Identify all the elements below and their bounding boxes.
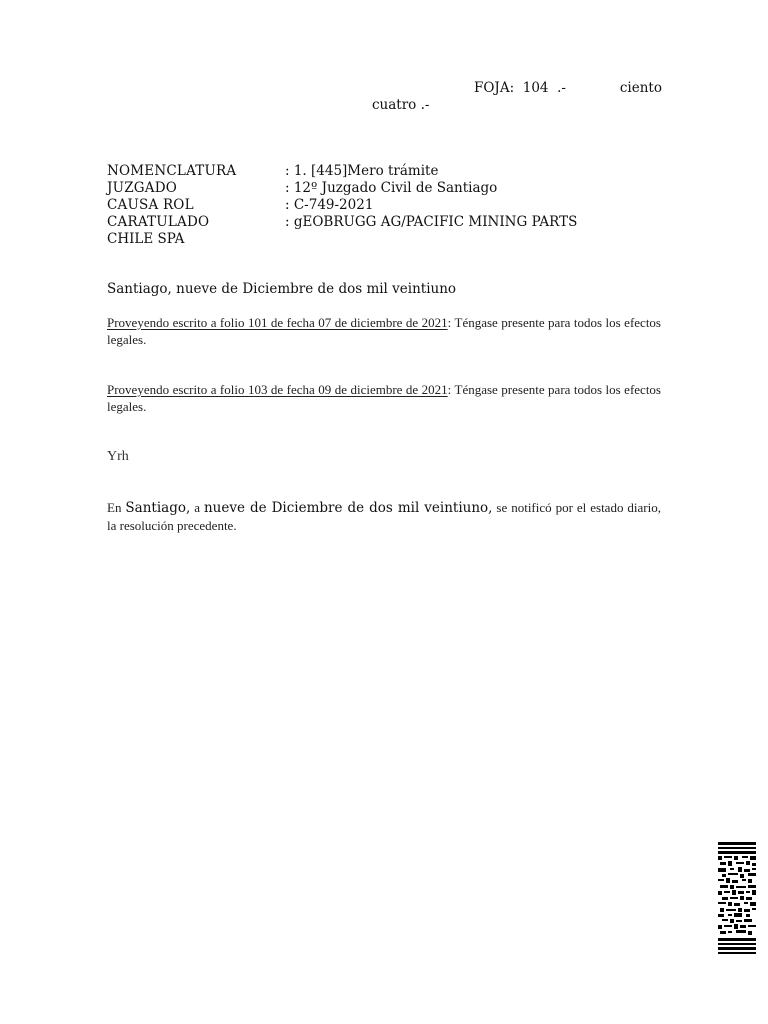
notification-paragraph <box>107 499 661 534</box>
folio-reference: Proveyendo escrito a folio 103 de fecha 09 de diciembre de 2021 <box>107 382 448 397</box>
folio-reference: Proveyendo escrito a folio 101 de fecha 07 de diciembre de 2021 <box>107 315 448 330</box>
foja-label: FOJA: <box>474 80 515 96</box>
meta-value: : 1. [445]Mero trámite <box>285 163 439 179</box>
meta-key: CARATULADO <box>107 214 210 230</box>
paragraph-text: : Téngase presente para todos los efectos legales. <box>107 382 661 414</box>
meta-value: : gEOBRUGG AG/PACIFIC MINING PARTS <box>285 214 578 230</box>
meta-row-caratulado <box>107 214 667 231</box>
datamatrix-code-icon <box>718 842 756 954</box>
meta-key: NOMENCLATURA <box>107 163 237 179</box>
meta-row-juzgado <box>107 180 667 197</box>
foja-header <box>372 80 662 114</box>
paragraph-text: : Téngase presente para todos los efectos legales. <box>107 315 661 347</box>
foja-words-1: ciento <box>619 80 662 96</box>
foja-suffix: .- <box>557 80 566 96</box>
meta-key: JUZGADO <box>107 180 177 196</box>
foja-words-2: cuatro .- <box>372 97 430 113</box>
case-metadata <box>107 163 667 248</box>
notification-date: nueve de Diciembre de dos mil veintiuno, <box>203 500 493 516</box>
foja-number: 104 <box>522 80 549 96</box>
meta-key: CAUSA ROL <box>107 197 194 213</box>
meta-value: : C-749-2021 <box>285 197 374 213</box>
resolution-paragraph <box>107 314 661 348</box>
resolution-date: Santiago, nueve de Diciembre de dos mil veintiuno <box>107 281 457 297</box>
signature-initials: Yrh <box>107 449 129 464</box>
notification-rest: se notificó por el estado diario, la resolución precedente. <box>107 500 661 533</box>
meta-row-nomenclatura <box>107 163 667 180</box>
resolution-paragraph <box>107 381 661 415</box>
caratulado-continuation: CHILE SPA <box>107 231 185 247</box>
notification-place: Santiago, <box>125 500 191 516</box>
meta-value: : 12º Juzgado Civil de Santiago <box>285 180 498 196</box>
notification-prefix: En <box>107 500 126 515</box>
meta-row-causa-rol <box>107 197 667 214</box>
notification-connector: a <box>190 500 204 515</box>
